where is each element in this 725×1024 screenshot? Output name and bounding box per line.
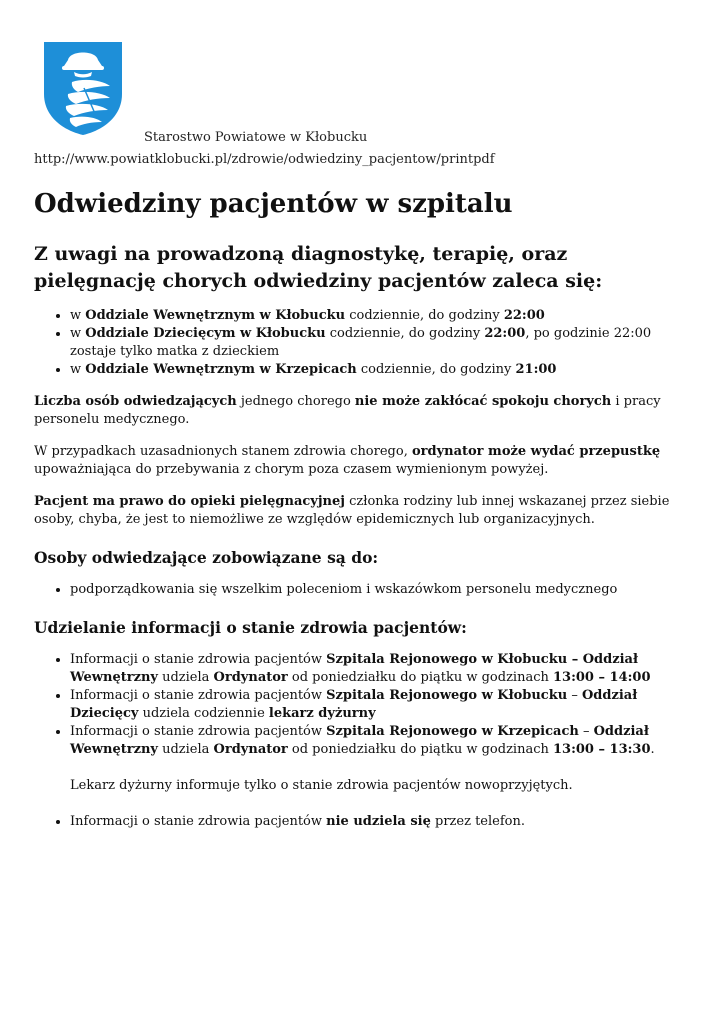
page-subtitle: Z uwagi na prowadzoną diagnostykę, terapię, oraz pielęgnację chorych odwiedziny pacjentów zaleca się: [34, 243, 603, 292]
list-item: • podporządkowania się wszelkim poleceniom i wskazówkom personelu medycznego [70, 581, 694, 599]
obligations-list [34, 581, 694, 599]
paragraph-care-right: Pacjent ma prawo do opieki pielęgnacyjnej członka rodziny lub innej wskazanej przez siebie osoby, chyba, że jest to niemożliwe ze względów epidemicznych lub organizacyjnych. [34, 494, 670, 527]
list-item: • w Oddziale Dziecięcym w Kłobucku codziennie, do godziny 22:00, po godzinie 22:00 zostaje tylko matka z dzieckiem [70, 325, 694, 361]
organization-name: Starostwo Powiatowe w Kłobucku [144, 130, 368, 145]
list-item: • Informacji o stanie zdrowia pacjentów Szpitala Rejonowego w Kłobucku – Oddział Dziecięcy udziela codziennie lekarz dyżurny [70, 687, 694, 723]
section-heading-obligations: Osoby odwiedzające zobowiązane są do: [34, 548, 379, 567]
duty-doctor-note: Lekarz dyżurny informuje tylko o stanie zdrowia pacjentów nowoprzyjętych. [70, 778, 573, 793]
list-item: • Informacji o stanie zdrowia pacjentów Szpitala Rejonowego w Kłobucku – Oddział Wewnętrzny udziela Ordynator od poniedziałku do piątku w godzinach 13:00 – 14:00 [70, 651, 694, 687]
list-item: • w Oddziale Wewnętrznym w Kłobucku codziennie, do godziny 22:00 [70, 307, 694, 325]
page-title: Odwiedziny pacjentów w szpitalu [34, 189, 513, 219]
list-item: • Informacji o stanie zdrowia pacjentów Szpitala Rejonowego w Krzepicach – Oddział Wewnętrzny udziela Ordynator od poniedziałku do piątku w godzinach 13:00 – 13:30. Lekarz dyżurny informuje tylko o stanie zdrowia pacjentów nowoprzyjętych. [70, 723, 694, 795]
visit-hours-list [34, 307, 694, 379]
section-heading-information: Udzielanie informacji o stanie zdrowia pacjentów: [34, 618, 467, 637]
paragraph-visitor-count: Liczba osób odwiedzających jednego chorego nie może zakłócać spokoju chorych i pracy personelu medycznego. [34, 394, 661, 427]
paragraph-pass: W przypadkach uzasadnionych stanem zdrowia chorego, ordynator może wydać przepustkę upoważniająca do przebywania z chorym poza czasem wymienionym powyżej. [34, 444, 661, 477]
county-crest-logo [44, 42, 122, 135]
header [34, 42, 694, 145]
document [34, 42, 694, 831]
list-item: • w Oddziale Wewnętrznym w Krzepicach codziennie, do godziny 21:00 [70, 361, 694, 379]
information-list [34, 651, 694, 831]
source-url: http://www.powiatklobucki.pl/zdrowie/odwiedziny_pacjentow/printpdf [34, 152, 495, 167]
list-item: • Informacji o stanie zdrowia pacjentów nie udziela się przez telefon. [70, 813, 694, 831]
